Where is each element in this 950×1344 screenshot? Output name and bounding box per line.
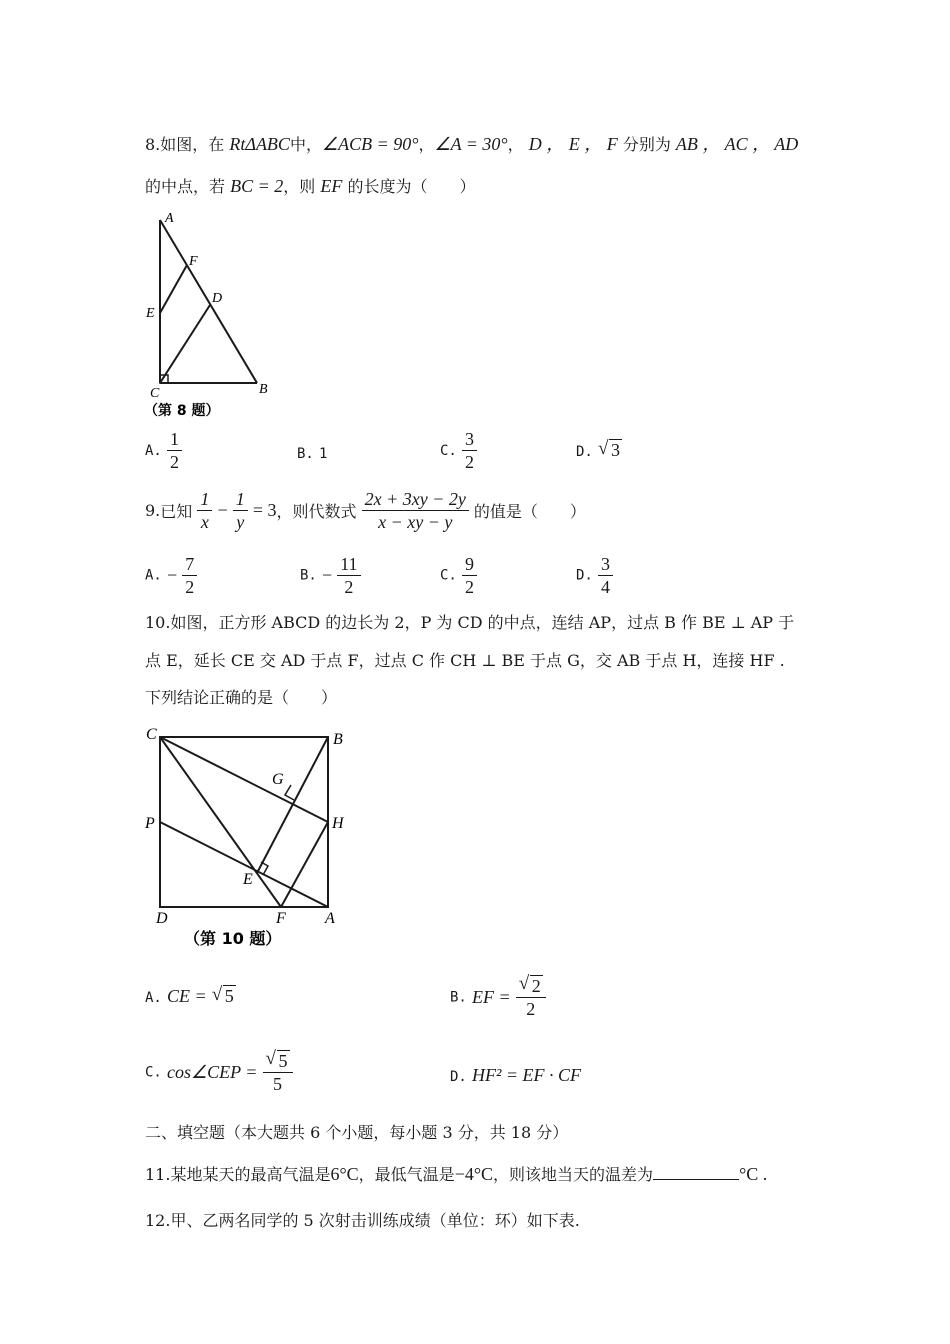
label-e: E (146, 306, 155, 321)
label-h: H (332, 815, 344, 832)
fig8-caption: （第 8 题） (144, 403, 220, 419)
seg-ch (160, 737, 328, 822)
sqrt-symbol: √ 3 (598, 440, 622, 461)
seg-be (257, 737, 328, 873)
q10-line1: 10.如图，正方形 ABCD 的边长为 2，P 为 CD 的中点，连结 AP，过点 B 作 BE ⊥ AP 于 (145, 613, 795, 632)
seg-pa (160, 822, 328, 907)
q12-line: 12.甲、乙两名同学的 5 次射击训练成绩（单位：环）如下表. (145, 1211, 580, 1230)
fig10-caption: （第 10 题） (184, 929, 282, 948)
q8-line1: 8.如图，在 RtΔABC中，∠ACB = 90°，∠A = 30°， D ， E ， F 分别为 AB ， AC ， AD (145, 134, 799, 154)
q8-option-a[interactable]: A. $\frac{1}{2}$ (145, 428, 182, 473)
label-d: D (212, 291, 223, 306)
label-g: G (272, 771, 284, 788)
seg-cd (160, 305, 210, 383)
q9-option-a[interactable]: A. − $\frac{7}{2}$ (145, 553, 197, 598)
label-a: A (325, 910, 335, 927)
q11-line: 11.某地某天的最高气温是6°C，最低气温是−4°C，则该地当天的温差为 °C . (145, 1164, 768, 1184)
figure-8 (140, 205, 290, 425)
q8-option-c[interactable]: C. $\frac{3}{2}$ (440, 428, 477, 473)
fraction: $\frac{1}{2}$ (167, 428, 182, 473)
fraction: $\frac{3}{2}$ (462, 428, 477, 473)
label-d: D (156, 910, 168, 927)
section-heading: 二、填空题（本大题共 6 个小题，每小题 3 分，共 18 分） (145, 1123, 569, 1142)
label-b: B (259, 382, 268, 397)
fraction: $\frac{2x + 3xy - 2y}{x - xy - y}$ (362, 488, 469, 533)
q10-line3: 下列结论正确的是（ ） (145, 688, 338, 707)
label-f: F (276, 910, 286, 927)
q9-option-b[interactable]: B. − $\frac{11}{2}$ (300, 553, 361, 598)
q9-option-d[interactable]: D. $\frac{3}{4}$ (576, 553, 613, 598)
label-f: F (189, 254, 198, 269)
q10-option-b[interactable]: B. EF = √ $\frac{2}{2}$ (450, 975, 546, 1020)
label-b: B (333, 731, 343, 748)
fraction: $\frac{1}{y}$ (233, 488, 248, 533)
q10-line2: 点 E，延长 CE 交 AD 于点 F，过点 C 作 CH ⊥ BE 于点 G，交 AB 于点 H，连接 HF . (145, 651, 785, 670)
q8-option-b[interactable]: B. 1 (297, 446, 328, 462)
fraction: √ $\frac{2}{2}$ (516, 975, 546, 1020)
q8-line2: 的中点，若 BC = 2，则 EF 的长度为（ ） (145, 176, 476, 196)
label-e: E (243, 871, 253, 888)
fraction: $\frac{11}{2}$ (337, 553, 360, 598)
label-p: P (145, 815, 155, 832)
q10-option-a[interactable]: A. CE = √ 5 (145, 986, 236, 1007)
fraction: $\frac{9}{2}$ (462, 553, 477, 598)
label-c: C (150, 386, 160, 401)
sqrt-symbol: √ 5 (266, 1050, 290, 1072)
label-a: A (165, 211, 174, 226)
label-c: C (146, 726, 157, 743)
right-angle-mark-g (285, 785, 294, 800)
q9-option-c[interactable]: C. $\frac{9}{2}$ (440, 553, 477, 598)
fraction: $\frac{7}{2}$ (182, 553, 197, 598)
q10-option-c[interactable]: C. cos∠CEP = √ $\frac{5}{5}$ (145, 1050, 293, 1095)
sqrt-symbol: √ 2 (519, 975, 543, 997)
sqrt-symbol: √ 5 (212, 986, 236, 1007)
fraction: $\frac{3}{4}$ (598, 553, 613, 598)
fraction: √ $\frac{5}{5}$ (263, 1050, 293, 1095)
figure-10 (140, 722, 360, 952)
answer-blank[interactable] (653, 1163, 739, 1180)
fraction: $\frac{1}{x}$ (197, 488, 212, 533)
seg-ce (160, 737, 281, 907)
q10-option-d[interactable]: D. HF² = EF · CF (450, 1065, 581, 1085)
q9-line: 9.已知 $\frac{1}{x}$ − $\frac{1}{y}$ = 3，则代数式 $\frac{2x + 3xy - 2y}{x - xy - y}$ 的值是（ ） (145, 489, 586, 532)
seg-ef (160, 265, 187, 313)
q8-option-d[interactable]: D. √ 3 (576, 440, 622, 461)
